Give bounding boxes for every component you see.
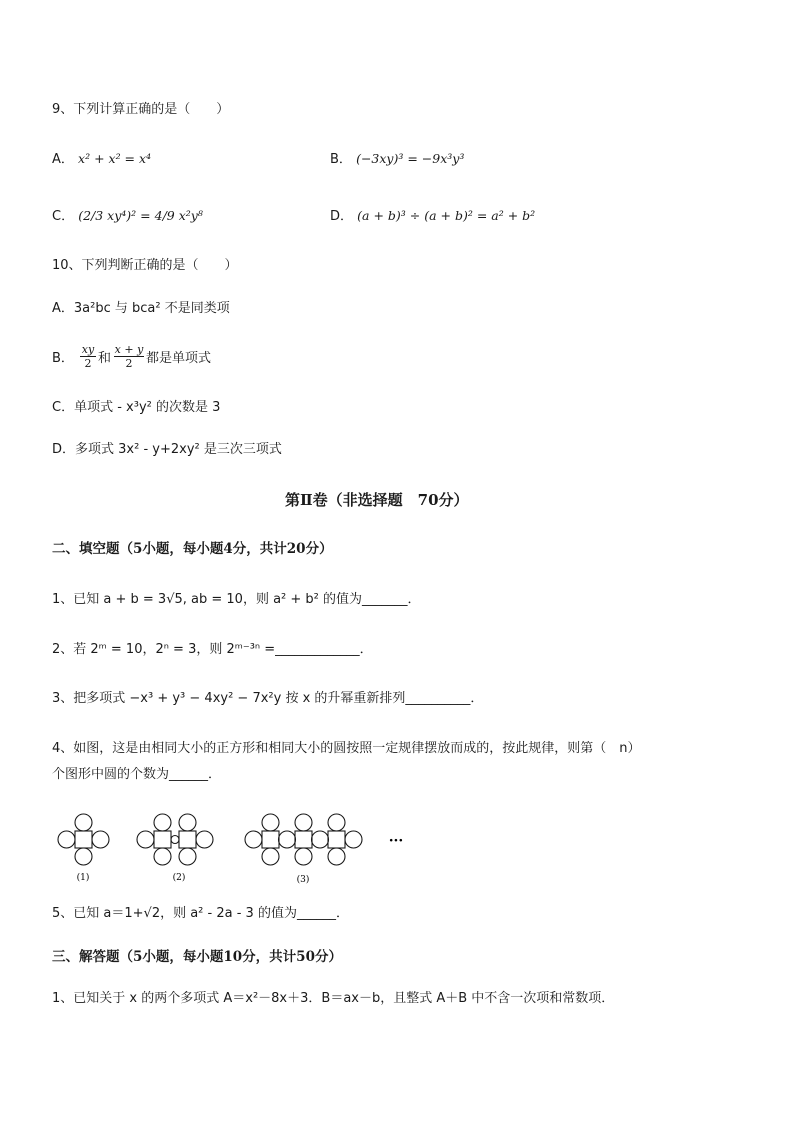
q10-stem: 10、下列判断正确的是（ ）: [52, 258, 238, 273]
square-shape: [295, 831, 312, 848]
pattern-figure-1: [58, 814, 109, 865]
pattern-figure-3: [245, 814, 362, 865]
circle-shape: [179, 848, 196, 865]
circle-shape: [328, 814, 345, 831]
fill-question-4-line1: 4、如图，这是由相同大小的正方形和相同大小的圆按照一定规律摆放而成的，按此规律，则第（ n）: [52, 741, 641, 756]
fill-question-4-line2: 个图形中圆的个数为______．: [52, 767, 222, 782]
option-label: D．: [330, 209, 354, 224]
circle-shape: [262, 814, 279, 831]
q9-option-b: [330, 151, 464, 168]
fill-question-1: 1、已知 a + b = 3√5, ab = 10，则 a² + b² 的值为_______．: [52, 592, 421, 607]
circle-shape: [312, 831, 329, 848]
circle-shape: [154, 848, 171, 865]
q9-stem: 9、下列计算正确的是（ ）: [52, 102, 230, 117]
q10-option-d: D．多项式 3x² - y+2xy² 是三次三项式: [52, 442, 282, 457]
circle-shape: [345, 831, 362, 848]
q9-option-d: [330, 208, 535, 225]
fill-question-2: 2、若 2ᵐ = 10，2ⁿ = 3，则 2ᵐ⁻³ⁿ =_____________．: [52, 642, 373, 657]
circle-shape: [75, 848, 92, 865]
q9-option-c: [52, 208, 203, 225]
ellipsis-mark: ···: [388, 833, 404, 849]
fraction-numerator: x + y: [114, 343, 144, 356]
figure-label-3: (3): [296, 875, 310, 885]
option-tail: 都是单项式: [146, 351, 212, 366]
square-shape: [154, 831, 171, 848]
circle-shape: [279, 831, 296, 848]
figure-label-1: (1): [76, 873, 90, 883]
q10-option-c: C．单项式 - x³y² 的次数是 3: [52, 400, 221, 415]
section-heading-fill: 二、填空题（5小题，每小题4分，共计20分）: [52, 541, 333, 557]
option-label: B．: [52, 351, 74, 366]
pattern-figure: [50, 812, 420, 890]
fraction-xy: [80, 343, 96, 370]
option-expression: (a + b)³ ÷ (a + b)² = a² + b²: [357, 208, 536, 223]
option-expression: (−3xy)³ = −9x³y³: [356, 151, 465, 166]
circle-shape: [137, 831, 154, 848]
circle-shape: [154, 814, 171, 831]
circle-shape: [295, 848, 312, 865]
circle-shape: [295, 814, 312, 831]
square-shape: [75, 831, 92, 848]
q9-option-a: [52, 151, 151, 168]
circle-shape: [328, 848, 345, 865]
option-expression: x² + x² = x⁴: [78, 151, 152, 166]
circle-shape: [75, 814, 92, 831]
circle-shape: [179, 814, 196, 831]
part-title: 第Ⅱ卷（非选择题 70分）: [285, 491, 469, 509]
fill-question-3: 3、把多项式 −x³ + y³ − 4xy² − 7x²y 按 x 的升幂重新排列__________．: [52, 691, 484, 706]
circle-shape: [171, 836, 179, 844]
q10-option-a: A．3a²bc 与 bca² 不是同类项: [52, 301, 230, 316]
section-heading-answer: 三、解答题（5小题，每小题10分，共计50分）: [52, 949, 342, 965]
circle-shape: [245, 831, 262, 848]
option-label: B．: [330, 152, 352, 167]
square-shape: [179, 831, 196, 848]
connector-text: 和: [98, 351, 112, 366]
circle-shape: [262, 848, 279, 865]
fraction-denominator: 2: [125, 357, 133, 371]
fraction-denominator: 2: [84, 357, 92, 371]
option-label: C．: [52, 209, 75, 224]
circle-shape: [196, 831, 213, 848]
fill-question-5: 5、已知 a＝1+√2，则 a² - 2a - 3 的值为______．: [52, 906, 349, 921]
circle-shape: [58, 831, 75, 848]
answer-question-1: 1、已知关于 x 的两个多项式 A＝x²－8x＋3．B＝ax－b，且整式 A＋B 中不含一次项和常数项．: [52, 991, 615, 1006]
option-expression: (2/3 xy⁴)² = 4/9 x²y⁸: [78, 208, 203, 223]
fraction-x-plus-y: [114, 343, 144, 370]
pattern-figure-2: [137, 814, 213, 865]
fraction-numerator: xy: [81, 343, 95, 356]
circle-shape: [92, 831, 109, 848]
square-shape: [262, 831, 279, 848]
option-label: A．: [52, 152, 74, 167]
figure-label-2: (2): [172, 873, 186, 883]
square-shape: [328, 831, 345, 848]
